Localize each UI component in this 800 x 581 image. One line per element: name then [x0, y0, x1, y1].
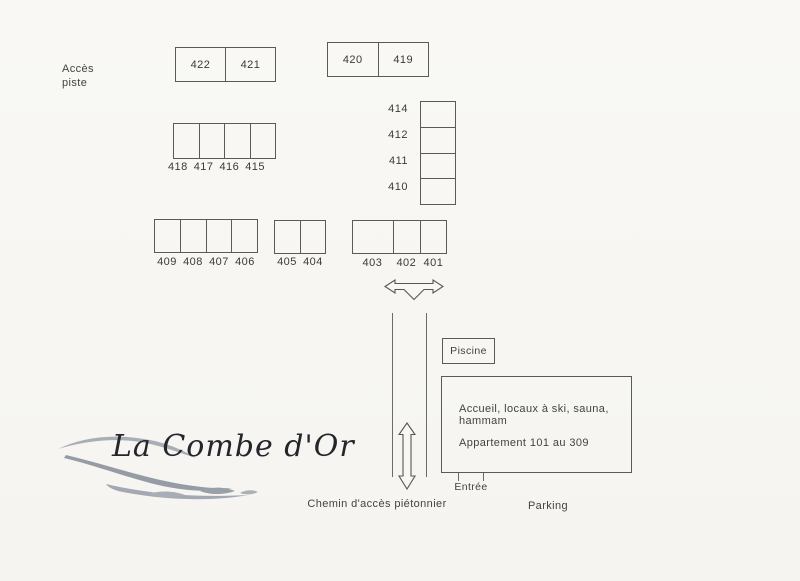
row-409-labels	[154, 256, 258, 268]
entrance-tick-left	[458, 473, 459, 481]
main-building-line2: Appartement 101 au 309	[459, 437, 589, 449]
unit-418-label: 418	[167, 161, 188, 173]
unit-418	[174, 124, 199, 158]
path-line-right	[426, 313, 427, 477]
pool-box	[442, 338, 495, 364]
unit-411	[421, 153, 455, 179]
unit-408	[180, 220, 206, 252]
unit-401-label: 401	[423, 257, 444, 269]
crossroad-arrow-icon	[384, 278, 444, 302]
unit-402-label: 402	[396, 257, 417, 269]
column-unit-labels	[378, 96, 408, 200]
building-block-403-401	[352, 220, 447, 254]
unit-417-label: 417	[193, 161, 214, 173]
unit-405-label: 405	[277, 256, 297, 268]
unit-409	[155, 220, 180, 252]
acces-piste-label	[62, 62, 94, 90]
unit-414-label: 414	[388, 103, 408, 115]
unit-410	[421, 178, 455, 204]
two-way-arrow-icon	[398, 422, 416, 490]
unit-408-label: 408	[183, 256, 203, 268]
parking-label: Parking	[527, 500, 569, 512]
unit-422	[176, 48, 225, 81]
path-line-left	[392, 313, 393, 477]
unit-402	[393, 221, 421, 253]
unit-421-label: 421	[240, 58, 261, 71]
unit-403	[353, 221, 393, 253]
entrance-label: Entrée	[454, 481, 488, 493]
main-building-box	[441, 376, 632, 473]
unit-411-label: 411	[388, 155, 408, 167]
unit-403-label: 403	[362, 257, 383, 269]
pedestrian-path-label: Chemin d'accès piétonnier	[307, 498, 447, 510]
unit-419	[378, 43, 429, 76]
unit-420-label: 420	[342, 53, 363, 66]
unit-406-label: 406	[235, 256, 255, 268]
building-block-414-410	[420, 101, 456, 205]
row-418-labels	[165, 161, 268, 173]
unit-407-label: 407	[209, 256, 229, 268]
logo-title: La Combe d'Or	[112, 429, 355, 464]
acces-piste-line1: Accès	[62, 63, 94, 75]
unit-404-label: 404	[303, 256, 323, 268]
building-block-418-415	[173, 123, 276, 159]
unit-420	[328, 43, 378, 76]
unit-412	[421, 127, 455, 153]
unit-417	[199, 124, 225, 158]
acces-piste-line2: piste	[62, 77, 88, 89]
unit-422-label: 422	[190, 58, 211, 71]
unit-407	[206, 220, 232, 252]
unit-410-label: 410	[388, 181, 408, 193]
unit-404	[300, 221, 326, 253]
unit-412-label: 412	[388, 129, 408, 141]
unit-409-label: 409	[157, 256, 177, 268]
building-block-405-404	[274, 220, 326, 254]
unit-416-label: 416	[219, 161, 240, 173]
main-building-line1: Accueil, locaux à ski, sauna, hammam	[459, 403, 609, 427]
row-403-labels	[352, 257, 447, 269]
unit-415	[250, 124, 276, 158]
unit-401	[420, 221, 446, 253]
building-block-422-421	[175, 47, 276, 82]
unit-421	[225, 48, 275, 81]
unit-414	[421, 102, 455, 127]
unit-416	[224, 124, 250, 158]
row-405-labels	[274, 256, 326, 268]
building-block-420-419	[327, 42, 429, 77]
unit-405	[275, 221, 300, 253]
unit-406	[231, 220, 257, 252]
entrance-tick-right	[483, 473, 484, 481]
unit-419-label: 419	[393, 53, 414, 66]
building-block-409-406	[154, 219, 258, 253]
unit-415-label: 415	[245, 161, 266, 173]
pool-label: Piscine	[450, 345, 487, 357]
